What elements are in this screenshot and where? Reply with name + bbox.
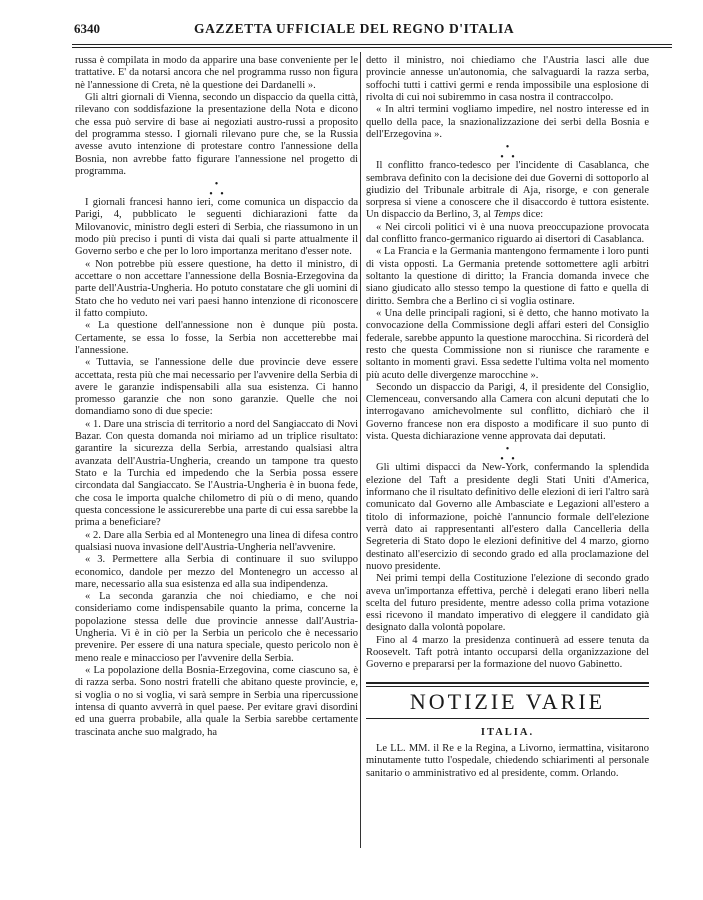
paragraph: detto il ministro, noi chiediamo che l'Austria lasci alle due provincie annesse un'autonomia, che salvaguardi la razza serba, soffochi tutti i cattivi germi e renda impossibile una esplosione di rivolta di cui noi subiremmo in casa nostra il contraccolpo.: [366, 55, 649, 103]
paragraph: « La questione dell'annessione non è dunque più posta. Certamente, se essa lo fosse, la Serbia non accetterebbe mai l'annessione.: [75, 320, 358, 356]
header-rule-secondary: [72, 47, 672, 48]
paragraph: « La seconda garanzia che noi chiediamo, e che noi consideriamo come indispensabile quanto la prima, concerne la popolazione stessa delle due provincie annesse dall'Austria-Ungheria. Vi è in ciò per la Serbia un pericolo che è necessario prevenire. Per essere di una natura speciale, questo pericolo non è meno reale e minaccioso per l'avvenire della Serbia.: [75, 591, 358, 664]
paragraph-casablanca-intro: [366, 160, 649, 222]
casablanca-intro-end: dice:: [522, 209, 544, 221]
paragraph: I giornali francesi hanno ieri, come comunica un dispaccio da Parigi, 4, pubblicato le seguenti dichiarazioni fatte da Milovanovic, ministro degli esteri di Serbia, che riassumono in un modo più preciso i punti di vista dai quali si parte attualmente il Governo serbo e che per lo loro importanza meritano d'esser note.: [75, 197, 358, 258]
paragraph: Secondo un dispaccio da Parigi, 4, il presidente del Consiglio, Clemenceau, conversando alla Camera con alcuni deputati che lo interrogavano amichevolmente sul conflitto, dichiarò che il Governo francese non era disposto a modificare il suo punto di vista. Questa dichiarazione venne approvata dai deputati.: [366, 381, 649, 443]
right-column: [366, 55, 649, 780]
page-header: [74, 21, 669, 41]
page-number: 6340: [74, 21, 100, 36]
paragraph: « Non potrebbe più essere questione, ha detto il ministro, di accettare o non accettare l'annessione della Bosnia-Erzegovina da parte dell'Austria-Ungheria. Ho potuto constatare che gli uomini di Stato che ho veduto nei vari paesi hanno intenzione di riconoscere il fatto compiuto.: [75, 258, 358, 319]
notizie-varie-banner: [366, 682, 649, 719]
left-column: [75, 55, 358, 739]
paragraph: Le LL. MM. il Re e la Regina, a Livorno, iermattina, visitarono minutamente tutto l'ospedale, chiedendo schiarimenti al personale sanitario o amministrativo ed al presidente, comm. Orlando.: [366, 743, 649, 779]
paragraph: Gli altri giornali di Vienna, secondo un dispaccio da quella città, rilevano con soddisfazione la presentazione della Nota e dicono che essa può servire di base ai negoziati austro-russi a proposito del programma stesso. I giornali rilevano pure che, se la Russia avesse avuto intenzione di protestare contro l'annessione della Bosnia, non avrebbe fatto figurare l'annessione nel progetto di programma.: [75, 91, 358, 177]
paragraph: « 1. Dare una striscia di territorio a nord del Sangiaccato di Novi Bazar. Con questa domanda noi miriamo ad un triplice risultato: garantire la sicurezza della Serbia, arrestando qualsiasi altra avanzata dell'Austria-Ungheria, creando un tampone tra questo Stato e la Turchia ed impedendo che la Serbia possa essere circondata dal Sangiaccato. Se l'Austria-Ungheria è in buona fede, che cosa le importa qualche chilometro di più o di meno, quando questa concessione le assicurerebbe una parte di cui essa sarebbe la prima a beneficiare?: [75, 418, 358, 529]
paragraph: russa è compilata in modo da apparire una base conveniente per le trattative. E' da notarsi ancora che nel programma russo non figura nè l'annessione di Creta, nè la questione dei Dardanelli ».: [75, 55, 358, 91]
paragraph: « 3. Permettere alla Serbia di continuare il suo sviluppo economico, dandole per mezzo del Montenegro un accesso al mare, necessario alla sua esistenza ed alla sua indipendenza.: [75, 554, 358, 590]
header-rule: [72, 44, 672, 45]
paragraph: « Tuttavia, se l'annessione delle due provincie deve essere accettata, resta più che mai necessario per l'avvenire della Serbia di avere le garanzie indispensabili alla sua esistenza. Ci hanno promesso garanzie che non sono garanzie. Quelle che noi domandiamo sono di due specie:: [75, 357, 358, 418]
journal-title: GAZZETTA UFFICIALE DEL REGNO D'ITALIA: [194, 21, 515, 36]
section-separator: • • •: [500, 444, 515, 466]
section-separator: • • •: [500, 142, 515, 164]
paragraph: « Una delle principali ragioni, si è detto, che hanno motivato la convocazione della Commissione degli affari esteri del Consiglio federale, sarebbe appunto la questione marocchina. Si ricorderà del resto che questa Commissione non si riunisce che raramente e soltanto in momenti gravi. Essa sedette l'ultima volta nel momento più acuto delle divergenze marocchine ».: [366, 307, 649, 381]
italia-heading: ITALIA.: [480, 726, 535, 738]
paragraph: « La popolazione della Bosnia-Erzegovina, come ciascuno sa, è di razza serba. Sono nostri fratelli che abitano queste provincie, e, si voglia o no si voglia, vi sarà sempre in Serbia una ripercussione intensa di quanto avverrà in quel paese. Per evitare gravi disordini ed una guerra probabile, alla quale la Serbia sarebbe certamente trascinata anche suo malgrado, ha: [75, 665, 358, 738]
newspaper-name: Temps: [493, 209, 521, 221]
paragraph: « In altri termini vogliamo impedire, nel nostro interesse ed in quello della pace, la snazionalizzazione dei serbi della Bosnia e dell'Erzegovina ».: [366, 104, 649, 140]
paragraph: Gli ultimi dispacci da New-York, confermando la splendida elezione del Taft a presidente degli Stati Uniti d'America, informano che il risultato definitivo delle elezioni di ieri l'altro sarà comunicato dal Governo alle Ambasciate e Legazioni all'estero a titolo di informazione, poichè l'annuncio formale dell'elezione verrà dato ai rappresentanti all'estero dalla Cancelleria della Segreteria di Stato dopo le elezioni definitive del 4 marzo, giorno destinato all'esercizio di secondo grado ed alla proclamazione del nuovo presidente.: [366, 462, 649, 572]
paragraph: « La Francia e la Germania mantengono fermamente i loro punti di vista opposti. La Germania pretende sottomettere agli arbitri soltanto la questione di diritto; la Francia domanda invece che siano giudicato allo stesso tempo la questione di fatto e quella di diritto. Sembra che a Berlino ci si voglia ostinare.: [366, 246, 649, 307]
paragraph: Nei primi tempi della Costituzione l'elezione di secondo grado aveva un'importanza effettiva, perchè i delegati erano liberi nella scelta del futuro presidente, mentre adesso colla prima votazione essi ricevono il mandato imperativo di eleggere il candidato già designato dalla volontà popolare.: [366, 573, 649, 634]
column-divider: [360, 52, 361, 848]
casablanca-intro-text: Il conflitto franco-tedesco per l'incidente di Casablanca, che sembrava definito con la decisione dei due Governi di sottoporlo al giudizio del Tribunale arbitrale di Aja, risorge, e con generale sorpresa si viene a conoscere che il disaccordo è tuttora esistente. Un dispaccio da Berlino, 3, al: [366, 160, 649, 221]
section-separator: • • •: [209, 179, 224, 201]
paragraph: « 2. Dare alla Serbia ed al Montenegro una linea di difesa contro qualsiasi nuova invasione dell'Austria-Ungheria nell'avvenire.: [75, 529, 358, 553]
paragraph: « Nei circoli politici vi è una nuova preoccupazione provocata dal conflitto franco-germanico riguardo ai disertori di Casablanca.: [366, 221, 649, 246]
notizie-varie-title: NOTIZIE VARIE: [409, 688, 606, 714]
paragraph: Fino al 4 marzo la presidenza continuerà ad essere tenuta da Roosevelt. Taft potrà intanto occuparsi della organizzazione del Governo e prepararsi per la formazione del nuovo Gabinetto.: [366, 634, 649, 671]
